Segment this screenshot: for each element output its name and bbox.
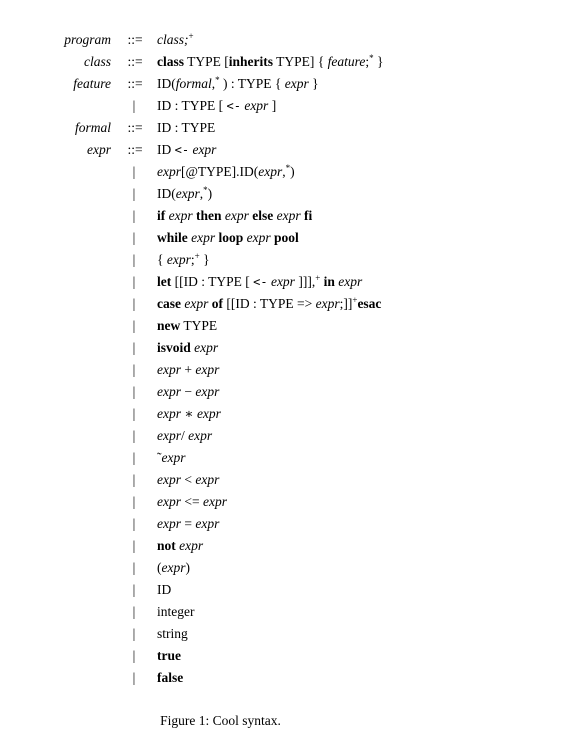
grammar-rule — [0, 183, 561, 205]
rhs-text: integer — [157, 604, 195, 619]
alternative-bar: | — [132, 560, 136, 575]
nonterminal: expr — [246, 230, 271, 245]
rhs-text: ID — [157, 582, 172, 597]
rhs-text: TYPE — [180, 318, 218, 333]
rule-rhs — [157, 447, 186, 469]
grammar-rule — [0, 293, 561, 315]
grammar-rule — [0, 249, 561, 271]
nonterminal: expr — [157, 164, 181, 179]
alternative-bar: | — [132, 164, 136, 179]
nonterminal: feature — [327, 54, 366, 69]
alternative-bar: | — [132, 516, 136, 531]
rhs-text: , — [199, 186, 204, 201]
rhs-text: ∗ — [181, 406, 197, 421]
rule-rhs — [157, 469, 219, 491]
grammar-rule — [0, 601, 561, 623]
alternative-bar: | — [132, 626, 136, 641]
nonterminal: expr — [157, 516, 181, 531]
rhs-text: ˜ — [157, 450, 162, 465]
rhs-text: , — [211, 76, 216, 91]
grammar-rule — [0, 161, 561, 183]
production-symbol: ::= — [127, 54, 143, 69]
rule-rhs — [157, 271, 362, 293]
nonterminal: expr — [276, 208, 301, 223]
rule-rhs — [157, 183, 212, 205]
production-symbol: ::= — [127, 76, 143, 91]
keyword: then — [196, 208, 222, 223]
nonterminal: expr — [191, 230, 216, 245]
nonterminal: ; — [184, 32, 189, 47]
rule-rhs — [157, 491, 227, 513]
rhs-text: { — [157, 252, 167, 267]
nonterminal: expr — [157, 384, 181, 399]
rule-lhs: expr — [87, 142, 111, 157]
nonterminal: expr — [315, 296, 340, 311]
grammar-rule — [0, 667, 561, 689]
rhs-text: TYPE] { — [273, 54, 328, 69]
figure-caption — [0, 713, 561, 729]
production-symbol: ::= — [127, 120, 143, 135]
rhs-text: string — [157, 626, 188, 641]
rhs-text: ) — [185, 560, 190, 575]
nonterminal: formal — [175, 76, 212, 91]
rule-rhs — [157, 117, 215, 139]
grammar-rule — [0, 425, 561, 447]
rule-rhs — [157, 293, 381, 315]
rhs-text: ;]] — [339, 296, 353, 311]
rhs-text: ID( — [157, 186, 176, 201]
operator-token: <- — [174, 143, 190, 157]
grammar-rule — [0, 513, 561, 535]
keyword: fi — [304, 208, 313, 223]
nonterminal: expr — [157, 428, 181, 443]
keyword: inherits — [228, 54, 274, 69]
nonterminal: expr — [224, 208, 249, 223]
rhs-text: ID : TYPE [ — [157, 98, 227, 113]
alternative-bar: | — [132, 428, 136, 443]
nonterminal: expr — [194, 340, 219, 355]
rule-rhs — [157, 249, 210, 271]
repetition-mark: * — [215, 75, 220, 85]
caption-text: Cool syntax. — [212, 713, 281, 728]
rhs-text: ID( — [157, 76, 176, 91]
keyword: isvoid — [157, 340, 191, 355]
rhs-text: < — [181, 472, 196, 487]
rhs-text: ; — [190, 252, 195, 267]
keyword: loop — [218, 230, 244, 245]
nonterminal: expr — [179, 538, 204, 553]
nonterminal: expr — [168, 208, 193, 223]
alternative-bar: | — [132, 296, 136, 311]
grammar-rule — [0, 117, 561, 139]
rhs-text: ) : TYPE { — [219, 76, 285, 91]
repetition-mark: * — [203, 185, 208, 195]
rhs-text: ) — [207, 186, 213, 201]
nonterminal: expr — [184, 296, 209, 311]
nonterminal: expr — [157, 494, 181, 509]
alternative-bar: | — [132, 208, 136, 223]
nonterminal: expr — [161, 450, 186, 465]
rhs-text: , — [282, 164, 286, 179]
nonterminal: expr — [192, 142, 217, 157]
keyword: esac — [357, 296, 382, 311]
nonterminal: expr — [244, 98, 269, 113]
caption-label: Figure 1: — [160, 713, 210, 728]
rhs-text: ) — [290, 164, 295, 179]
rule-rhs — [157, 623, 188, 645]
alternative-bar: | — [132, 604, 136, 619]
alternative-bar: | — [132, 98, 136, 113]
nonterminal: expr — [195, 362, 220, 377]
repetition-mark: + — [352, 295, 358, 305]
rule-rhs — [157, 51, 384, 73]
grammar-rule — [0, 51, 561, 73]
rhs-text: ] — [268, 98, 277, 113]
nonterminal: expr — [284, 76, 309, 91]
alternative-bar: | — [132, 670, 136, 685]
production-symbol: ::= — [127, 32, 143, 47]
repetition-mark: * — [285, 163, 291, 173]
rule-rhs — [157, 601, 194, 623]
rule-rhs — [157, 403, 221, 425]
rule-rhs — [157, 205, 312, 227]
rhs-text: [@TYPE].ID( — [181, 164, 259, 179]
rhs-text: } — [199, 252, 210, 267]
rhs-text: + — [181, 362, 196, 377]
grammar-rule — [0, 271, 561, 293]
nonterminal: expr — [195, 384, 220, 399]
rule-rhs — [157, 95, 276, 117]
nonterminal: class — [157, 32, 184, 47]
keyword: case — [157, 296, 181, 311]
grammar-rule — [0, 645, 561, 667]
repetition-mark: + — [315, 273, 321, 283]
grammar-rule — [0, 469, 561, 491]
grammar-rule — [0, 535, 561, 557]
rhs-text: <= — [181, 494, 203, 509]
rhs-text: } — [373, 54, 384, 69]
keyword: class — [157, 54, 184, 69]
rhs-text: ( — [157, 560, 162, 575]
rule-rhs — [157, 535, 203, 557]
nonterminal: expr — [338, 274, 363, 289]
keyword: while — [157, 230, 188, 245]
keyword: pool — [274, 230, 299, 245]
rule-rhs — [157, 73, 319, 95]
rule-rhs — [157, 227, 299, 249]
rhs-text: [[ID : TYPE [ — [171, 274, 254, 289]
keyword: in — [323, 274, 335, 289]
alternative-bar: | — [132, 318, 136, 333]
rhs-text: ; — [365, 54, 370, 69]
rule-rhs — [157, 667, 183, 689]
keyword: if — [157, 208, 166, 223]
grammar-rule — [0, 557, 561, 579]
keyword: false — [157, 670, 184, 685]
rhs-text: TYPE [ — [184, 54, 229, 69]
nonterminal: expr — [157, 406, 181, 421]
grammar-rule — [0, 337, 561, 359]
rule-rhs — [157, 579, 171, 601]
grammar-rule — [0, 227, 561, 249]
rule-rhs — [157, 161, 295, 183]
alternative-bar: | — [132, 186, 136, 201]
keyword: let — [157, 274, 172, 289]
grammar-rule — [0, 447, 561, 469]
alternative-bar: | — [132, 648, 136, 663]
grammar-rule — [0, 29, 561, 51]
nonterminal: expr — [157, 362, 181, 377]
keyword: of — [211, 296, 223, 311]
grammar-rule — [0, 359, 561, 381]
grammar-rule — [0, 205, 561, 227]
nonterminal: expr — [157, 472, 181, 487]
rule-rhs — [157, 139, 216, 161]
rhs-text: [[ID : TYPE => — [223, 296, 316, 311]
rule-rhs — [157, 557, 190, 579]
nonterminal: expr — [196, 406, 221, 421]
keyword: else — [252, 208, 274, 223]
keyword: new — [157, 318, 181, 333]
alternative-bar: | — [132, 252, 136, 267]
grammar-rule — [0, 491, 561, 513]
nonterminal: expr — [175, 186, 200, 201]
rule-rhs — [157, 645, 181, 667]
alternative-bar: | — [132, 384, 136, 399]
keyword: true — [157, 648, 181, 663]
alternative-bar: | — [132, 230, 136, 245]
alternative-bar: | — [132, 406, 136, 421]
grammar-rule — [0, 73, 561, 95]
grammar-rule — [0, 95, 561, 117]
repetition-mark: * — [369, 53, 374, 63]
alternative-bar: | — [132, 494, 136, 509]
keyword: not — [157, 538, 176, 553]
rule-lhs: formal — [74, 120, 111, 135]
nonterminal: expr — [202, 494, 227, 509]
nonterminal: expr — [195, 516, 220, 531]
repetition-mark: + — [194, 251, 200, 261]
rule-rhs — [157, 381, 219, 403]
repetition-mark: + — [188, 31, 194, 41]
rhs-text: / — [181, 428, 189, 443]
alternative-bar: | — [132, 340, 136, 355]
grammar-rule — [0, 623, 561, 645]
grammar-figure — [0, 29, 561, 689]
rhs-text: = — [181, 516, 196, 531]
rule-rhs — [157, 359, 219, 381]
rule-lhs: class — [84, 54, 111, 69]
operator-token: <- — [253, 275, 268, 289]
rhs-text: ID : TYPE — [157, 120, 216, 135]
grammar-rule — [0, 315, 561, 337]
nonterminal: expr — [166, 252, 191, 267]
alternative-bar: | — [132, 538, 136, 553]
production-symbol: ::= — [127, 142, 143, 157]
rhs-text: − — [181, 384, 196, 399]
rule-lhs: program — [64, 32, 111, 47]
nonterminal: expr — [161, 560, 186, 575]
nonterminal: expr — [195, 472, 220, 487]
alternative-bar: | — [132, 274, 136, 289]
grammar-rule — [0, 139, 561, 161]
rule-rhs — [157, 513, 219, 535]
rule-rhs — [157, 29, 194, 51]
alternative-bar: | — [132, 472, 136, 487]
operator-token: <- — [226, 99, 241, 113]
nonterminal: expr — [188, 428, 213, 443]
rhs-text: ]]], — [294, 274, 316, 289]
alternative-bar: | — [132, 582, 136, 597]
grammar-rule — [0, 403, 561, 425]
rhs-text: } — [308, 76, 319, 91]
rule-rhs — [157, 425, 212, 447]
grammar-rule — [0, 381, 561, 403]
nonterminal: expr — [258, 164, 283, 179]
alternative-bar: | — [132, 450, 136, 465]
grammar-rule — [0, 579, 561, 601]
alternative-bar: | — [132, 362, 136, 377]
rhs-text: ID — [157, 142, 175, 157]
rule-rhs — [157, 315, 217, 337]
rule-rhs — [157, 337, 218, 359]
nonterminal: expr — [270, 274, 295, 289]
rule-lhs: feature — [73, 76, 111, 91]
